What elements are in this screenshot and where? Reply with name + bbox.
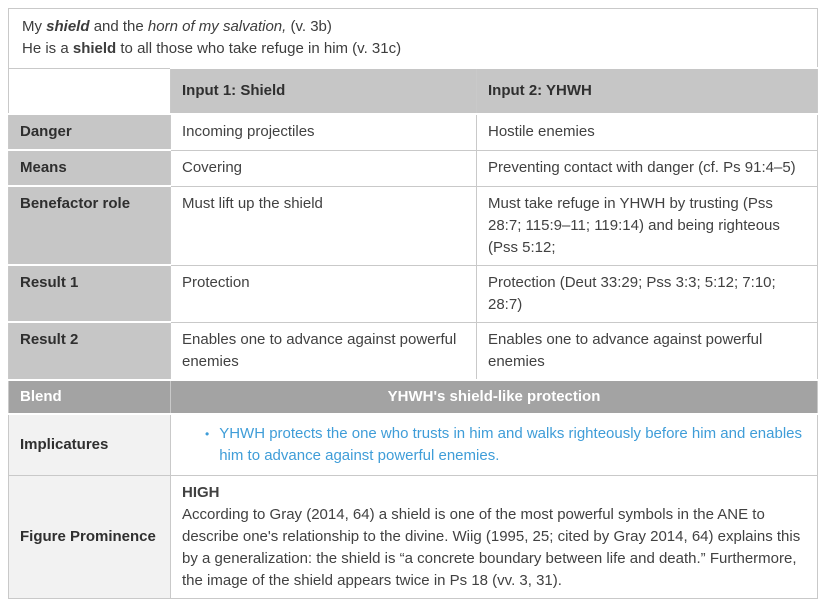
row-blend (9, 380, 818, 414)
verse-reference: (v. 3b) (286, 18, 332, 35)
cell-implicatures (171, 414, 818, 476)
cell-blend-value: YHWH's shield-like protection (171, 380, 818, 414)
cell-danger-yhwh: Hostile enemies (477, 114, 818, 150)
cell-means-shield: Covering (171, 150, 477, 186)
cell-means-yhwh: Preventing contact with danger (cf. Ps 91:4–5) (477, 150, 818, 186)
verse-text: to all those who take refuge in him (v. 31c) (116, 40, 402, 57)
verse-text: He is a (22, 40, 73, 57)
row-label-blend: Blend (9, 380, 171, 414)
verse-text-italic: horn of my salvation, (147, 18, 287, 35)
cell-benefactor-shield: Must lift up the shield (171, 186, 477, 265)
row-result-2 (9, 322, 818, 380)
verse-text-emphasis: shield (72, 40, 117, 57)
row-label-figure-prominence: Figure Prominence (9, 475, 171, 598)
verse-text: and the (89, 18, 148, 35)
epigraph-cell (9, 9, 818, 69)
column-header-input1: Input 1: Shield (171, 68, 477, 114)
epigraph-row (9, 9, 818, 69)
row-means (9, 150, 818, 186)
implicature-text: YHWH protects the one who trusts in him and walks righteously before him and enables him to advance against powerful enemies. (219, 424, 802, 464)
verse-text-emphasis: shield (46, 18, 90, 35)
cell-result1-shield: Protection (171, 265, 477, 322)
cell-benefactor-yhwh: Must take refuge in YHWH by trusting (Pss 28:7; 115:9–11; 119:14) and being righteous (Pss 5:12; (477, 186, 818, 265)
implicature-list-item (205, 423, 806, 467)
cell-result2-yhwh: Enables one to advance against powerful enemies (477, 322, 818, 380)
verse-text: My (22, 18, 47, 35)
verse-line-2 (22, 38, 804, 60)
row-implicatures (9, 414, 818, 476)
cell-figure-prominence (171, 475, 818, 598)
cell-result1-yhwh: Protection (Deut 33:29; Pss 3:3; 5:12; 7:10; 28:7) (477, 265, 818, 322)
row-benefactor-role (9, 186, 818, 265)
row-figure-prominence (9, 475, 818, 598)
row-label-benefactor-role: Benefactor role (9, 186, 171, 265)
row-label-implicatures: Implicatures (9, 414, 171, 476)
blend-analysis-table (8, 8, 818, 599)
row-label-result-1: Result 1 (9, 265, 171, 322)
column-header-input2: Input 2: YHWH (477, 68, 818, 114)
row-label-result-2: Result 2 (9, 322, 171, 380)
row-label-danger: Danger (9, 114, 171, 150)
bullet-icon: • (205, 426, 210, 441)
row-result-1 (9, 265, 818, 322)
figure-prominence-level: HIGH (182, 483, 220, 501)
verse-line-1 (22, 16, 804, 38)
row-label-means: Means (9, 150, 171, 186)
cell-result2-shield: Enables one to advance against powerful enemies (171, 322, 477, 380)
figure-prominence-description: According to Gray (2014, 64) a shield is one of the most powerful symbols in the ANE to describe one's relationship to the divine. Wiig (1995, 25; cited by Gray 2014, 64) explains this by a generalization: the shield is “a concrete boundary between life and death.” Furthermore, the image of the shield appears twice in Ps 18 (vv. 3, 31). (182, 505, 801, 589)
row-danger (9, 114, 818, 150)
cell-danger-shield: Incoming projectiles (171, 114, 477, 150)
corner-cell (9, 68, 171, 114)
header-row (9, 68, 818, 114)
